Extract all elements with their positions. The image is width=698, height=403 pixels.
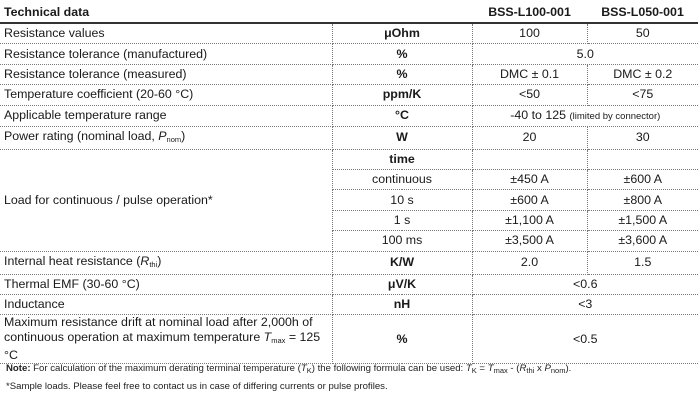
label-text: Internal heat resistance ( (4, 253, 141, 268)
table-row-tolerance-manufactured (0, 44, 698, 64)
unit-cell: K/W (332, 251, 472, 274)
note-label: Note: (6, 363, 31, 374)
load-time: continuous (332, 169, 472, 189)
table-row-resistance-drift (0, 315, 698, 364)
column-header-bss-l100: BSS-L100-001 (472, 2, 587, 23)
symbol-r: R (140, 253, 150, 268)
symbol-t: T (300, 363, 307, 374)
table-row-load-header (0, 149, 698, 169)
label-text: ) (157, 253, 162, 268)
table-row-resistance (0, 23, 698, 44)
table-row-heat-resistance (0, 251, 698, 274)
note-text: x (534, 363, 545, 374)
label-text: = 125 °C (4, 330, 321, 363)
label-text: Power rating (nominal load, (4, 128, 159, 143)
param-label: Applicable temperature range (0, 105, 332, 126)
unit-cell: μV/K (332, 274, 472, 294)
value-l100: <50 (472, 85, 587, 105)
label-line-1: Maximum resistance drift at nominal load after 2,000h of (4, 315, 313, 330)
value-l050: ±3,600 A (587, 231, 698, 251)
symbol-subscript: max (493, 366, 508, 375)
symbol-subscript: max (271, 336, 286, 346)
note-text: - ( (507, 363, 520, 374)
table-row-tolerance-measured (0, 64, 698, 84)
symbol-p: P (544, 363, 551, 374)
symbol-subscript: thi (149, 259, 158, 269)
value-l050: ±600 A (587, 169, 698, 189)
note-text: = (476, 363, 488, 374)
unit-cell: % (332, 64, 472, 84)
label-line-2: continuous operation at maximum temperature (4, 330, 264, 345)
value-l100: ±600 A (472, 190, 587, 210)
param-label (0, 251, 332, 274)
value-l050: 30 (587, 126, 698, 149)
value-l050: ±800 A (587, 190, 698, 210)
note-text: ). (565, 363, 572, 374)
value-l100: ±1,100 A (472, 210, 587, 230)
column-header-bss-l050: BSS-L050-001 (587, 2, 698, 23)
symbol-r: R (519, 363, 527, 374)
time-header: time (332, 149, 472, 169)
symbol-subscript: K (306, 366, 312, 375)
label-text: ) (181, 128, 186, 143)
symbol-t: T (263, 330, 272, 345)
empty-cell (587, 149, 698, 169)
value-shared: <0.6 (472, 274, 698, 294)
param-label: Resistance tolerance (measured) (0, 64, 332, 84)
param-label: Temperature coefficient (20-60 °C) (0, 85, 332, 105)
unit-cell: °C (332, 105, 472, 126)
param-label-load: Load for continuous / pulse operation* (0, 149, 332, 251)
value-l050: ±1,500 A (587, 210, 698, 230)
value-shared: <0.5 (472, 315, 698, 364)
symbol-t: T (465, 363, 472, 374)
value-l100: 100 (472, 23, 587, 44)
value-l050: DMC ± 0.2 (587, 64, 698, 84)
value-shared: <3 (472, 294, 698, 314)
value-shared (472, 105, 698, 126)
load-time: 100 ms (332, 231, 472, 251)
unit-cell: % (332, 315, 472, 364)
sample-loads-note: *Sample loads. Please feel free to contact us in case of differing currents or pulse profiles. (6, 381, 388, 392)
table-row-power-rating (0, 126, 698, 149)
unit-cell: μOhm (332, 23, 472, 44)
technical-data-table (0, 2, 698, 364)
value-l050: 50 (587, 23, 698, 44)
symbol-subscript: K (471, 366, 477, 375)
value-l100: 20 (472, 126, 587, 149)
param-label (0, 126, 332, 149)
note-text: For calculation of the maximum derating terminal temperature ( (30, 363, 301, 374)
table-row-temp-coefficient (0, 85, 698, 105)
param-label (0, 315, 332, 364)
symbol-subscript: nom (550, 366, 566, 375)
table-row-temp-range (0, 105, 698, 126)
value-l100: ±450 A (472, 169, 587, 189)
temp-range-note: (limited by connector) (569, 110, 661, 122)
temp-range-value: -40 to 125 (510, 107, 567, 122)
value-l050: <75 (587, 85, 698, 105)
load-time: 10 s (332, 190, 472, 210)
value-l100: 2.0 (472, 251, 587, 274)
symbol-p: P (158, 128, 167, 143)
param-label: Resistance tolerance (manufactured) (0, 44, 332, 64)
value-l050: 1.5 (587, 251, 698, 274)
table-header-row (0, 2, 698, 23)
unit-cell: ppm/K (332, 85, 472, 105)
param-label: Resistance values (0, 23, 332, 44)
unit-cell: nH (332, 294, 472, 314)
footnotes (6, 361, 571, 395)
param-label: Thermal EMF (30-60 °C) (0, 274, 332, 294)
value-l100: ±3,500 A (472, 231, 587, 251)
table-row-thermal-emf (0, 274, 698, 294)
note-text: ) the following formula can be used: (311, 363, 466, 374)
symbol-subscript: nom (166, 134, 182, 144)
value-shared: 5.0 (472, 44, 698, 64)
empty-cell (472, 149, 587, 169)
param-label: Inductance (0, 294, 332, 314)
load-time: 1 s (332, 210, 472, 230)
unit-cell: W (332, 126, 472, 149)
formula-note (6, 361, 571, 379)
symbol-t: T (487, 363, 494, 374)
unit-cell: % (332, 44, 472, 64)
table-heading: Technical data (0, 2, 472, 23)
value-l100: DMC ± 0.1 (472, 64, 587, 84)
table-row-inductance (0, 294, 698, 314)
symbol-subscript: thi (526, 366, 535, 375)
